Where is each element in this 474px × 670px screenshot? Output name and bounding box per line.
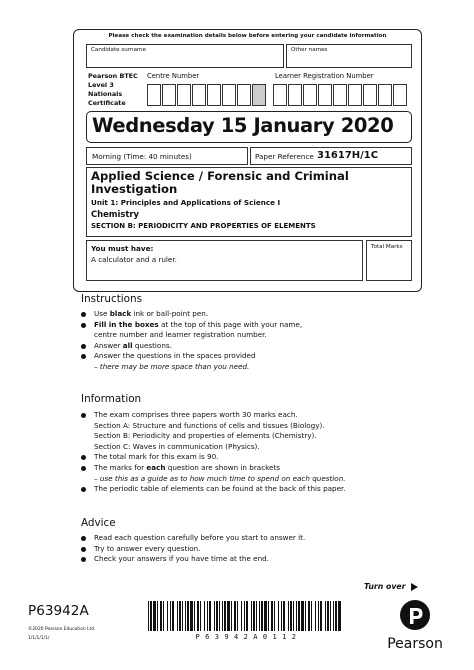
barcode-bar bbox=[311, 601, 312, 631]
pearson-logo bbox=[380, 599, 450, 652]
candidate-surname-label: Candidate surname bbox=[91, 47, 146, 53]
barcode-bar bbox=[237, 601, 238, 631]
arrow-right-icon bbox=[411, 583, 418, 591]
bullet-icon bbox=[81, 323, 86, 328]
list-item: Fill in the boxes at the top of this page with your name, bbox=[81, 320, 421, 331]
centre-number-cell-shaded bbox=[252, 84, 266, 106]
barcode-bar bbox=[246, 601, 248, 631]
section-title: SECTION B: PERIODICITY AND PROPERTIES OF ELEMENTS bbox=[91, 222, 316, 230]
total-marks-box[interactable] bbox=[366, 240, 412, 281]
pearson-logo-icon bbox=[380, 599, 450, 633]
barcode-bar bbox=[301, 601, 304, 631]
learner-reg-cell[interactable] bbox=[303, 84, 317, 106]
barcode-bar bbox=[148, 601, 149, 631]
barcode-bar bbox=[227, 601, 230, 631]
list-item: Answer all questions. bbox=[81, 341, 421, 352]
barcode-bar bbox=[179, 601, 181, 631]
list-item: The periodic table of elements can be found at the back of this paper. bbox=[81, 484, 451, 495]
barcode-bar bbox=[167, 601, 168, 631]
centre-number-cell[interactable] bbox=[207, 84, 221, 106]
barcode-bar bbox=[219, 601, 220, 631]
barcode-bar bbox=[278, 601, 279, 631]
learner-reg-cell[interactable] bbox=[363, 84, 377, 106]
candidate-surname-box[interactable] bbox=[86, 44, 284, 68]
barcode-bar bbox=[150, 601, 152, 631]
learner-reg-cell[interactable] bbox=[288, 84, 302, 106]
barcode-bar bbox=[308, 601, 310, 631]
barcode-icon bbox=[146, 601, 346, 631]
turn-over-label: Turn over bbox=[364, 582, 406, 591]
bullet-icon bbox=[81, 455, 86, 460]
paper-title-line2: Investigation bbox=[91, 182, 178, 196]
bullet-icon bbox=[81, 312, 86, 317]
centre-number-boxes[interactable] bbox=[147, 84, 267, 106]
barcode-bar bbox=[251, 601, 252, 631]
barcode-bar bbox=[274, 601, 275, 631]
barcode-bar bbox=[333, 601, 334, 631]
barcode-bar bbox=[298, 601, 300, 631]
barcode bbox=[146, 601, 346, 631]
paper-ref-value: 31617H/1C bbox=[317, 150, 379, 161]
barcode-bar bbox=[330, 601, 331, 631]
barcode-bar bbox=[259, 601, 260, 631]
qualification-line: Nationals bbox=[88, 90, 123, 98]
qualification-line: Level 3 bbox=[88, 81, 114, 89]
barcode-bar bbox=[197, 601, 199, 631]
bullet-icon bbox=[81, 536, 86, 541]
barcode-bar bbox=[207, 601, 208, 631]
list-item: Answer the questions in the spaces provided bbox=[81, 351, 421, 362]
barcode-bar bbox=[327, 601, 329, 631]
barcode-bar bbox=[315, 601, 316, 631]
session-box bbox=[86, 147, 248, 165]
barcode-bar bbox=[194, 601, 195, 631]
barcode-bar bbox=[288, 601, 289, 631]
bullet-icon bbox=[81, 466, 86, 471]
equipment-box bbox=[86, 240, 363, 281]
other-names-label: Other names bbox=[291, 47, 328, 53]
barcode-bar bbox=[182, 601, 183, 631]
centre-number-cell[interactable] bbox=[237, 84, 251, 106]
learner-reg-label: Learner Registration Number bbox=[275, 72, 374, 80]
barcode-text: P 6 3 9 4 2 A 0 1 1 2 bbox=[195, 633, 297, 641]
barcode-bar bbox=[216, 601, 218, 631]
other-names-box[interactable] bbox=[286, 44, 412, 68]
barcode-bar bbox=[177, 601, 178, 631]
barcode-bar bbox=[200, 601, 201, 631]
centre-number-cell[interactable] bbox=[162, 84, 176, 106]
copyright: ©2020 Pearson Education Ltd. bbox=[28, 627, 96, 632]
barcode-bar bbox=[261, 601, 263, 631]
barcode-bar bbox=[268, 601, 269, 631]
list-item: The marks for each question are shown in brackets bbox=[81, 463, 451, 474]
barcode-bar bbox=[271, 601, 273, 631]
list-item: The exam comprises three papers worth 30 marks each. bbox=[81, 410, 451, 421]
print-code: 1/1/1/1/1/ bbox=[28, 636, 50, 641]
list-item-continuation: Section A: Structure and functions of cells and tissues (Biology). bbox=[94, 420, 325, 430]
information-list bbox=[81, 410, 451, 495]
centre-number-cell[interactable] bbox=[222, 84, 236, 106]
session-text: Morning (Time: 40 minutes) bbox=[92, 152, 192, 161]
centre-number-label: Centre Number bbox=[147, 72, 200, 80]
barcode-bar bbox=[160, 601, 162, 631]
barcode-bar bbox=[264, 601, 267, 631]
brand-name: Pearson bbox=[387, 636, 443, 652]
barcode-bar bbox=[222, 601, 223, 631]
barcode-bar bbox=[318, 601, 319, 631]
barcode-bar bbox=[335, 601, 337, 631]
list-item-continuation: – use this as a guide as to how much time to spend on each question. bbox=[94, 473, 346, 483]
total-marks-label: Total Marks bbox=[371, 244, 403, 250]
list-item-continuation: – there may be more space than you need. bbox=[94, 361, 250, 371]
barcode-bar bbox=[187, 601, 189, 631]
barcode-bar bbox=[293, 601, 294, 631]
barcode-bar bbox=[290, 601, 292, 631]
barcode-bar bbox=[231, 601, 232, 631]
centre-number-cell[interactable] bbox=[177, 84, 191, 106]
barcode-bar bbox=[320, 601, 322, 631]
qualification-block bbox=[88, 72, 138, 108]
unit-title: Unit 1: Principles and Applications of Science I bbox=[91, 198, 281, 207]
barcode-bar bbox=[190, 601, 193, 631]
list-item-continuation: Section C: Waves in communication (Physics). bbox=[94, 441, 260, 451]
list-item-continuation: Section B: Periodicity and properties of elements (Chemistry). bbox=[94, 431, 317, 441]
list-item: Check your answers if you have time at the end. bbox=[81, 554, 421, 565]
paper-title-line1: Applied Science / Forensic and Criminal bbox=[91, 169, 349, 183]
barcode-bar bbox=[253, 601, 255, 631]
equipment-text: A calculator and a ruler. bbox=[91, 255, 177, 264]
barcode-bar bbox=[172, 601, 174, 631]
advice-heading: Advice bbox=[81, 517, 116, 529]
title-box bbox=[86, 167, 412, 237]
list-item: Read each question carefully before you start to answer it. bbox=[81, 533, 421, 544]
learner-reg-cell[interactable] bbox=[378, 84, 392, 106]
barcode-bar bbox=[305, 601, 306, 631]
header-notice: Please check the examination details below before entering your candidate information bbox=[108, 33, 387, 39]
bullet-icon bbox=[81, 344, 86, 349]
list-item-continuation: centre number and learner registration number. bbox=[94, 330, 267, 340]
paper-code: P63942A bbox=[28, 603, 89, 619]
centre-number-cell[interactable] bbox=[147, 84, 161, 106]
barcode-bar bbox=[281, 601, 282, 631]
barcode-bar bbox=[170, 601, 171, 631]
information-heading: Information bbox=[81, 393, 142, 405]
you-must-have-label: You must have: bbox=[91, 244, 154, 253]
bullet-icon bbox=[81, 413, 86, 418]
barcode-bar bbox=[256, 601, 257, 631]
qualification-line: Pearson BTEC bbox=[88, 72, 138, 80]
barcode-bar bbox=[244, 601, 245, 631]
barcode-bar bbox=[338, 601, 341, 631]
paper-ref-label: Paper Reference bbox=[255, 152, 314, 161]
bullet-icon bbox=[81, 487, 86, 492]
barcode-bar bbox=[157, 601, 158, 631]
qualification-line: Certificate bbox=[88, 99, 126, 107]
barcode-bar bbox=[209, 601, 211, 631]
barcode-bar bbox=[153, 601, 156, 631]
learner-reg-cell[interactable] bbox=[273, 84, 287, 106]
barcode-bar bbox=[185, 601, 186, 631]
barcode-bar bbox=[283, 601, 285, 631]
exam-date: Wednesday 15 January 2020 bbox=[92, 114, 394, 137]
learner-reg-boxes[interactable] bbox=[273, 84, 408, 106]
learner-reg-cell[interactable] bbox=[333, 84, 347, 106]
barcode-bar bbox=[204, 601, 205, 631]
bullet-icon bbox=[81, 547, 86, 552]
bullet-icon bbox=[81, 354, 86, 359]
turn-over bbox=[364, 582, 418, 591]
list-item: The total mark for this exam is 90. bbox=[81, 452, 451, 463]
advice-list bbox=[81, 533, 421, 565]
learner-reg-cell[interactable] bbox=[393, 84, 407, 106]
barcode-bar bbox=[325, 601, 326, 631]
barcode-bar bbox=[234, 601, 236, 631]
barcode-bar bbox=[224, 601, 226, 631]
subject-title: Chemistry bbox=[91, 209, 139, 219]
paper-title bbox=[91, 170, 349, 196]
instructions-list bbox=[81, 309, 421, 373]
instructions-heading: Instructions bbox=[81, 293, 143, 305]
learner-reg-cell[interactable] bbox=[348, 84, 362, 106]
paper-ref-box bbox=[250, 147, 412, 165]
list-item: Use black ink or ball-point pen. bbox=[81, 309, 421, 320]
learner-reg-cell[interactable] bbox=[318, 84, 332, 106]
exam-date-box bbox=[86, 111, 412, 143]
barcode-bar bbox=[241, 601, 242, 631]
barcode-bar bbox=[163, 601, 164, 631]
barcode-bar bbox=[296, 601, 297, 631]
bullet-icon bbox=[81, 557, 86, 562]
list-item: Try to answer every question. bbox=[81, 544, 421, 555]
barcode-bar bbox=[214, 601, 215, 631]
centre-number-cell[interactable] bbox=[192, 84, 206, 106]
